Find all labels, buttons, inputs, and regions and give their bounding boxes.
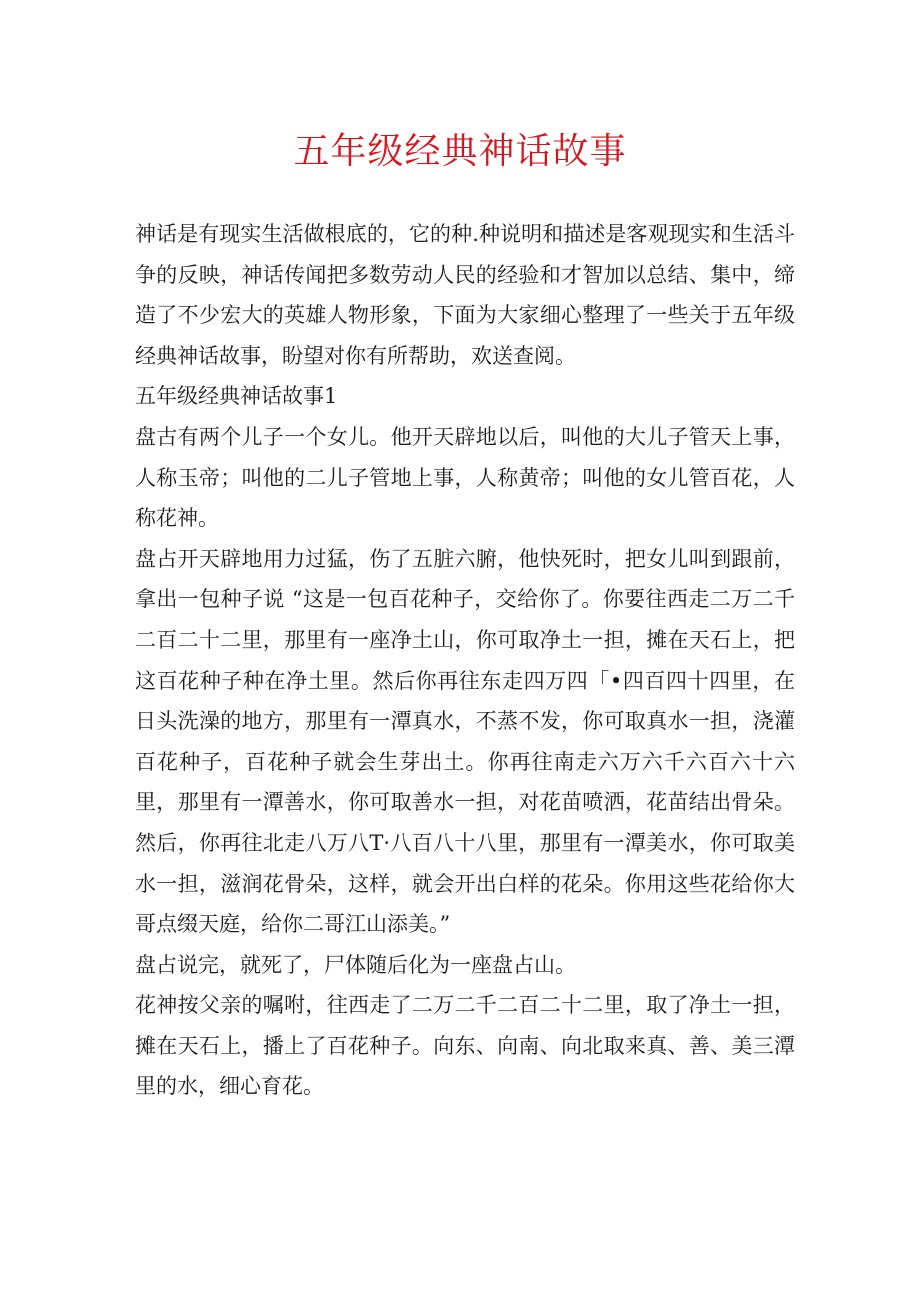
story-paragraph: 盘占开天辟地用力过猛，伤了五脏六腑，他快死时，把女儿叫到跟前，拿出一包种子说 “这是一包百花种子，交给你了。你要往西走二万二千二百二十二里，那里有一座净土山，你可取净土一担，摊在天石上，把这百花种子种在净土里。然后你再往东走四万四「•四百四十四里，在日头洗澡的地方，那里有一潭真水，不蒸不发，你可取真水一担，浇灌百花种子，百花种子就会生芽出土。你再往南走六万六千六百六十六里，那里有一潭善水，你可取善水一担，对花苗喷洒，花苗结出骨朵。然后，你再往北走八万八T·八百八十八里，那里有一潭美水，你可取美水一担，滋润花骨朵，这样，就会开出白样的花朵。你用这些花给你大哥点缀天庭，给你二哥江山添美。” <box>135 546 795 937</box>
intro-paragraph: 神话是有现实生活做根底的，它的种.种说明和描述是客观现实和生活斗争的反映，神话传闻把多数劳动人民的经验和才智加以总结、集中，缔造了不少宏大的英雄人物形象，下面为大家细心整理了一些关于五年级经典神话故事，盼望对你有所帮助，欢送查阅。 <box>135 222 795 368</box>
document-title: 五年级经典神话故事 <box>293 131 627 172</box>
story-paragraph: 花神按父亲的嘱咐，往西走了二万二千二百二十二里，取了净土一担，摊在天石上，播上了百花种子。向东、向南、向北取来真、善、美三潭里的水，细心育花。 <box>135 993 795 1099</box>
section-heading: 五年级经典神话故事1 <box>135 384 338 409</box>
story-paragraph: 盘古有两个儿子一个女儿。他开天辟地以后，叫他的大儿子管天上事，人称玉帝；叫他的二儿子管地上事，人称黄帝；叫他的女儿管百花，人称花神。 <box>135 424 795 531</box>
document-body <box>135 214 795 1107</box>
story-paragraph: 盘占说完，就死了，尸体随后化为一座盘占山。 <box>135 952 576 977</box>
